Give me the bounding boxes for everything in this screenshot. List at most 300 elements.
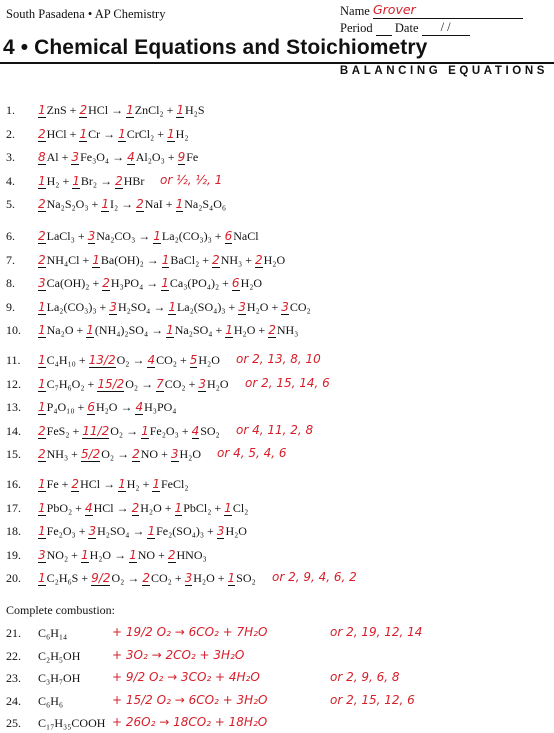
arrow-symbol: → (113, 500, 132, 515)
chemical-formula: BaCl₂ (170, 252, 200, 267)
plus-symbol: + (96, 299, 110, 314)
coefficient-blank[interactable]: 1 (174, 500, 183, 515)
chemical-formula: CrCl₂ (126, 126, 155, 141)
coefficient-blank[interactable]: 3 (216, 524, 225, 539)
coefficient-blank[interactable]: 2 (132, 447, 140, 462)
equation-row (0, 126, 554, 144)
equation-text (38, 447, 201, 462)
arrow-symbol: → (100, 477, 119, 491)
equation-row (0, 523, 554, 541)
handwritten-alt-answer: or 2, 15, 12, 6 (330, 692, 415, 707)
chemical-formula: C₇H₆O₂ (46, 376, 85, 391)
coefficient-blank[interactable]: 1 (126, 103, 134, 117)
handwritten-alt-answer: or ½, ½, 1 (160, 172, 223, 187)
chemical-formula: Al₂O₃ (135, 150, 165, 165)
plus-symbol: + (74, 229, 88, 243)
chemical-formula: H₂O (179, 447, 202, 462)
coefficient-blank[interactable]: 1 (38, 376, 46, 391)
equation-row (0, 423, 554, 441)
coefficient-blank[interactable]: 3 (184, 571, 193, 586)
chemical-formula: HCl (46, 126, 67, 141)
chemical-formula: NO (140, 447, 159, 462)
coefficient-blank[interactable]: 11/2 (82, 423, 110, 438)
fuel-formula: C₃H₇OH (38, 671, 81, 685)
arrow-symbol: → (124, 571, 143, 586)
plus-symbol: + (72, 500, 85, 515)
plus-symbol: + (78, 571, 92, 586)
equation-row (0, 399, 554, 417)
equation-number: 3. (6, 150, 15, 165)
chemical-formula: ZnS (46, 103, 67, 117)
equation-text (38, 501, 248, 516)
chemical-formula: HNO₃ (176, 547, 207, 562)
handwritten-combustion-work: + 15/2 O₂ → 6CO₂ + 3H₂O (112, 692, 268, 707)
coefficient-blank[interactable]: 2 (71, 477, 80, 491)
chemical-formula: C₂H₆S (46, 571, 79, 586)
chemical-formula: H₂O (225, 524, 247, 539)
plus-symbol: + (164, 150, 178, 165)
arrow-symbol: → (150, 299, 169, 314)
equation-number: 18. (6, 524, 21, 539)
coefficient-blank[interactable]: 1 (152, 477, 160, 491)
plus-symbol: + (199, 252, 213, 267)
chemical-formula: H₂O (263, 252, 286, 267)
coefficient-blank[interactable]: 1 (224, 500, 232, 515)
arrow-symbol: → (117, 400, 136, 415)
date-separator: / / (440, 20, 451, 34)
page-title: 4 • Chemical Equations and Stoichiometry (3, 36, 428, 59)
equation-number: 13. (6, 400, 21, 415)
coefficient-blank[interactable]: 9 (177, 150, 186, 165)
equation-text (38, 424, 220, 439)
chemical-formula: Ca₃(PO₄)₂ (169, 276, 220, 291)
coefficient-blank[interactable]: 2 (38, 447, 46, 462)
chemical-formula: H₃PO₄ (144, 400, 177, 415)
equation-number: 1. (6, 103, 15, 117)
school-course-label: South Pasadena • AP Chemistry (6, 7, 166, 21)
coefficient-blank[interactable]: 2 (131, 500, 140, 515)
plus-symbol: + (255, 323, 269, 338)
equation-row (0, 352, 554, 370)
coefficient-blank[interactable]: 2 (38, 252, 46, 267)
chemical-formula: ZnCl₂ (134, 103, 164, 117)
combustion-row (0, 625, 554, 643)
equation-number: 16. (6, 477, 21, 491)
plus-symbol: + (66, 103, 80, 117)
coefficient-blank[interactable]: 1 (161, 276, 169, 291)
chemical-formula: O₂ (101, 447, 115, 462)
chemical-formula: Fe₂O₃ (149, 423, 179, 438)
coefficient-blank[interactable]: 1 (118, 126, 126, 141)
chemical-formula: H₂O (198, 353, 220, 367)
coefficient-blank[interactable]: 1 (129, 547, 137, 562)
combustion-row (0, 715, 554, 733)
arrow-symbol: → (109, 150, 128, 165)
equation-text (38, 548, 207, 563)
chemical-formula: H₂ (175, 126, 189, 141)
coefficient-blank[interactable]: 1 (72, 173, 80, 188)
coefficient-blank[interactable]: 1 (161, 252, 170, 267)
chemical-formula: HCl (93, 500, 114, 515)
equation-number: 9. (6, 299, 15, 314)
coefficient-blank[interactable]: 8 (38, 150, 46, 165)
chemical-formula: P₄O₁₀ (46, 400, 75, 415)
coefficient-blank[interactable]: 3 (281, 299, 289, 314)
coefficient-blank[interactable]: 4 (84, 500, 93, 515)
chemical-formula: CO₂ (164, 376, 186, 391)
coefficient-blank[interactable]: 2 (212, 252, 220, 267)
plus-symbol: + (75, 524, 89, 539)
chemical-formula: NH₃ (46, 447, 69, 462)
coefficient-blank[interactable]: 4 (135, 400, 144, 415)
arrow-symbol: → (143, 276, 162, 291)
chemical-formula: Br₂ (80, 173, 98, 188)
coefficient-blank[interactable]: 7 (156, 376, 164, 391)
plus-symbol: + (211, 229, 225, 243)
equation-row (0, 376, 554, 394)
coefficient-blank[interactable]: 1 (38, 400, 46, 415)
equation-text (38, 524, 247, 539)
handwritten-alt-answer: or 2, 9, 6, 8 (330, 670, 400, 684)
arrow-symbol: → (148, 323, 167, 338)
chemical-formula: O₂ (125, 376, 139, 391)
chemical-formula: H₂SO₄ (97, 524, 130, 539)
arrow-symbol: → (118, 197, 137, 212)
chemical-formula: O₂ (116, 353, 130, 367)
chemical-formula: Fe₃O₄ (80, 150, 110, 165)
equation-number: 17. (6, 500, 21, 515)
equation-number: 2. (6, 126, 15, 141)
equation-text (38, 377, 229, 392)
equation-text (38, 253, 285, 268)
chemical-formula: NO₂ (46, 547, 69, 562)
chemical-formula: Na₂S₂O₃ (46, 197, 89, 212)
equation-number: 8. (6, 276, 15, 291)
coefficient-blank[interactable]: 1 (101, 197, 109, 212)
coefficient-blank[interactable]: 15/2 (97, 376, 125, 391)
handwritten-alt-answer: or 2, 15, 14, 6 (245, 375, 330, 390)
chemical-formula: LaCl₃ (46, 229, 75, 243)
coefficient-blank[interactable]: 1 (80, 547, 89, 562)
chemical-formula: I₂ (109, 197, 119, 212)
handwritten-combustion-work: + 9/2 O₂ → 3CO₂ + 4H₂O (112, 670, 260, 684)
coefficient-blank[interactable]: 1 (225, 323, 233, 338)
plus-symbol: + (154, 126, 168, 141)
coefficient-blank[interactable]: 3 (238, 299, 246, 314)
chemical-formula: Ba(OH)₂ (100, 252, 144, 267)
coefficient-blank[interactable]: 3 (87, 229, 96, 243)
chemical-formula: Cl₂ (232, 500, 249, 515)
equation-row (0, 196, 554, 214)
coefficient-blank[interactable]: 2 (38, 423, 46, 438)
coefficient-blank[interactable]: 1 (141, 423, 149, 438)
coefficient-blank[interactable]: 3 (38, 547, 46, 562)
name-field[interactable] (373, 2, 523, 19)
coefficient-blank[interactable]: 2 (254, 252, 263, 267)
name-label: Name (340, 4, 370, 18)
plus-symbol: + (161, 500, 175, 515)
plus-symbol: + (219, 276, 232, 291)
chemical-formula: HCl (88, 103, 109, 117)
coefficient-blank[interactable]: 3 (198, 376, 207, 391)
plus-symbol: + (68, 447, 81, 462)
chemical-formula: PbCl₂ (183, 500, 212, 515)
equation-number: 10. (6, 323, 21, 338)
arrow-symbol: → (123, 423, 142, 438)
chemical-formula: HBr (123, 173, 145, 188)
equation-number: 15. (6, 447, 21, 462)
coefficient-blank[interactable]: 1 (86, 323, 94, 338)
chemical-formula: CO₂ (150, 571, 172, 586)
coefficient-blank[interactable]: 1 (92, 252, 100, 267)
chemical-formula: Fe₂(SO₄)₃ (156, 524, 205, 539)
handwritten-alt-answer: or 4, 11, 2, 8 (236, 422, 314, 437)
chemical-formula: Na₂O (46, 323, 74, 338)
handwritten-alt-answer: or 2, 13, 8, 10 (236, 352, 321, 366)
coefficient-blank[interactable]: 1 (38, 477, 46, 491)
handwritten-combustion-work: + 26O₂ → 18CO₂ + 18H₂O (112, 715, 268, 729)
coefficient-blank[interactable]: 1 (167, 126, 175, 141)
chemical-formula: H₂S (185, 103, 205, 117)
coefficient-blank[interactable]: 2 (115, 173, 123, 188)
period-label: Period (340, 21, 373, 35)
arrow-symbol: → (100, 126, 119, 141)
chemical-formula: HCl (80, 477, 101, 491)
arrow-symbol: → (108, 103, 127, 117)
combustion-row (0, 670, 554, 688)
coefficient-blank[interactable]: 6 (224, 229, 233, 243)
coefficient-blank[interactable]: 6 (87, 400, 95, 415)
handwritten-alt-answer: or 2, 19, 12, 14 (330, 625, 423, 639)
equation-number: 24. (6, 693, 21, 708)
combustion-row (0, 648, 554, 666)
coefficient-blank[interactable]: 1 (38, 103, 46, 117)
chemical-formula: Al (46, 150, 59, 165)
plus-symbol: + (59, 173, 73, 188)
coefficient-blank[interactable]: 1 (118, 477, 126, 491)
plus-symbol: + (69, 423, 83, 438)
coefficient-blank[interactable]: 4 (191, 423, 200, 438)
coefficient-blank[interactable]: 3 (71, 150, 80, 165)
chemical-formula: O₂ (111, 571, 125, 586)
equation-text (38, 300, 311, 315)
chemical-formula: H₂O (207, 376, 229, 391)
chemical-formula: FeS₂ (46, 423, 70, 438)
arrow-symbol: → (143, 252, 162, 267)
chemical-formula: H₂O (193, 571, 215, 586)
equation-number: 21. (6, 626, 21, 640)
chemical-formula: NaCl (233, 229, 259, 243)
coefficient-blank[interactable]: 1 (168, 299, 176, 314)
chemical-formula: C₄H₁₀ (46, 353, 76, 367)
date-field[interactable] (422, 19, 470, 36)
chemical-formula: H₂O (89, 547, 112, 562)
plus-symbol: + (242, 252, 255, 267)
plus-symbol: + (214, 571, 228, 586)
fuel-formula: C₁₇H₃₅COOH (38, 716, 106, 730)
equation-text (38, 323, 298, 338)
coefficient-blank[interactable]: 1 (38, 353, 46, 367)
equation-text (38, 477, 189, 492)
fuel-formula: C₆H₆ (38, 693, 64, 708)
chemical-formula: Na₂SO₄ (174, 323, 213, 338)
chemical-formula: Cr (88, 126, 101, 141)
plus-symbol: + (66, 126, 80, 141)
equation-text (38, 229, 259, 244)
coefficient-blank[interactable]: 1 (175, 197, 184, 212)
equation-number: 4. (6, 173, 15, 188)
coefficient-blank[interactable]: 6 (231, 276, 240, 291)
coefficient-blank[interactable]: 1 (38, 323, 46, 338)
chemical-formula: Na₂CO₃ (96, 229, 136, 243)
coefficient-blank[interactable]: 3 (170, 447, 179, 462)
chemical-formula: H₂O (240, 276, 263, 291)
coefficient-blank[interactable]: 2 (38, 197, 46, 212)
chemical-formula: NH₃ (276, 323, 299, 338)
chemical-formula: La₂(CO₃)₃ (46, 299, 97, 314)
fuel-formula: C₆H₁₄ (38, 626, 68, 640)
plus-symbol: + (79, 252, 93, 267)
arrow-symbol: → (129, 524, 148, 539)
equation-row (0, 322, 554, 340)
plus-symbol: + (185, 376, 199, 391)
equation-number: 23. (6, 671, 21, 685)
coefficient-blank[interactable]: 2 (102, 276, 110, 291)
coefficient-blank[interactable]: 1 (166, 323, 174, 338)
coefficient-blank[interactable]: 2 (167, 547, 176, 562)
date-label: Date (394, 21, 419, 35)
plus-symbol: + (176, 353, 190, 367)
plus-symbol: + (58, 477, 72, 491)
equation-row (0, 252, 554, 270)
coefficient-blank[interactable]: 3 (88, 524, 97, 539)
handwritten-alt-answer: or 4, 5, 4, 6 (217, 446, 287, 461)
coefficient-blank[interactable]: 2 (136, 197, 144, 212)
chemical-formula: NH₄Cl (46, 252, 80, 267)
coefficient-blank[interactable]: 13/2 (88, 353, 116, 367)
chemical-formula: CO₂ (289, 299, 311, 314)
chemical-formula: NO (137, 547, 156, 562)
plus-symbol: + (58, 150, 72, 165)
plus-symbol: + (88, 197, 102, 212)
plus-symbol: + (268, 299, 282, 314)
coefficient-blank[interactable]: 2 (79, 103, 88, 117)
equation-row (0, 500, 554, 518)
equation-text (38, 174, 144, 189)
equation-number: 20. (6, 571, 21, 586)
arrow-symbol: → (111, 547, 130, 562)
equation-row (0, 102, 554, 120)
name-value: Grover (372, 2, 416, 17)
equation-row (0, 476, 554, 494)
coefficient-blank[interactable]: 9/2 (91, 571, 111, 586)
equation-row (0, 275, 554, 293)
coefficient-blank[interactable]: 3 (109, 299, 117, 314)
coefficient-blank[interactable]: 1 (38, 524, 46, 539)
coefficient-blank[interactable]: 1 (227, 571, 236, 586)
coefficient-blank[interactable]: 2 (142, 571, 150, 586)
plus-symbol: + (212, 323, 226, 338)
arrow-symbol: → (97, 173, 116, 188)
coefficient-blank[interactable]: 1 (79, 126, 88, 141)
equation-text (38, 400, 176, 415)
coefficient-blank[interactable]: 5 (189, 353, 198, 367)
equation-number: 25. (6, 716, 21, 730)
equation-number: 5. (6, 197, 15, 212)
equation-row (0, 446, 554, 464)
fuel-formula: C₂H₅OH (38, 648, 81, 663)
chemical-formula: PbO₂ (46, 500, 73, 515)
combustion-label: Complete combustion: (6, 603, 115, 617)
chemical-formula: NaI (144, 197, 163, 212)
plus-symbol: + (84, 376, 98, 391)
coefficient-blank[interactable]: 2 (38, 126, 46, 141)
equation-text (38, 127, 189, 142)
equation-number: 11. (6, 353, 21, 367)
chemical-formula: Fe₂O₃ (46, 524, 76, 539)
equation-text (38, 197, 226, 212)
plus-symbol: + (73, 323, 87, 338)
plus-symbol: + (68, 547, 81, 562)
plus-symbol: + (163, 103, 177, 117)
chemical-formula: H₂O (140, 500, 162, 515)
chemical-formula: (NH₄)₂SO₄ (94, 323, 149, 338)
coefficient-blank[interactable]: 1 (38, 173, 46, 188)
coefficient-blank[interactable]: 1 (147, 524, 156, 539)
equation-text (38, 103, 205, 118)
handwritten-alt-answer: or 2, 9, 4, 6, 2 (272, 570, 357, 585)
handwritten-combustion-work: + 19/2 O₂ → 6CO₂ + 7H₂O (112, 625, 268, 639)
chemical-formula: H₂O (233, 323, 256, 338)
chemical-formula: SO₂ (236, 571, 256, 586)
coefficient-blank[interactable]: 1 (176, 103, 185, 117)
plus-symbol: + (162, 197, 176, 212)
equation-row (0, 570, 554, 588)
plus-symbol: + (158, 447, 171, 462)
equation-text (38, 353, 220, 368)
coefficient-blank[interactable]: 1 (38, 299, 46, 314)
student-info-block (340, 2, 523, 36)
plus-symbol: + (211, 500, 225, 515)
plus-symbol: + (75, 353, 89, 367)
arrow-symbol: → (114, 447, 133, 462)
coefficient-blank[interactable]: 2 (268, 323, 276, 338)
chemical-formula: Ca(OH)₂ (46, 276, 90, 291)
coefficient-blank[interactable]: 1 (153, 229, 161, 243)
coefficient-blank[interactable]: 4 (147, 353, 156, 367)
equation-number: 22. (6, 648, 21, 663)
coefficient-blank[interactable]: 5/2 (80, 447, 101, 462)
coefficient-blank[interactable]: 4 (127, 150, 135, 165)
coefficient-blank[interactable]: 1 (38, 571, 46, 586)
chemical-formula: H₂SO₄ (117, 299, 151, 314)
equation-number: 6. (6, 229, 15, 243)
coefficient-blank[interactable]: 2 (38, 229, 46, 243)
arrow-symbol: → (135, 229, 154, 243)
chemical-formula: La₂(CO₃)₃ (161, 229, 212, 243)
chemical-formula: La₂(SO₄)₃ (176, 299, 226, 314)
coefficient-blank[interactable]: 3 (38, 276, 46, 291)
coefficient-blank[interactable]: 1 (38, 500, 46, 515)
plus-symbol: + (204, 524, 217, 539)
plus-symbol: + (74, 400, 88, 415)
chemical-formula: NH₃ (220, 252, 243, 267)
equation-text (38, 276, 262, 291)
plus-symbol: + (225, 299, 239, 314)
chemical-formula: CO₂ (156, 353, 177, 367)
chemical-formula: H₂ (126, 477, 140, 491)
combustion-row (0, 693, 554, 711)
